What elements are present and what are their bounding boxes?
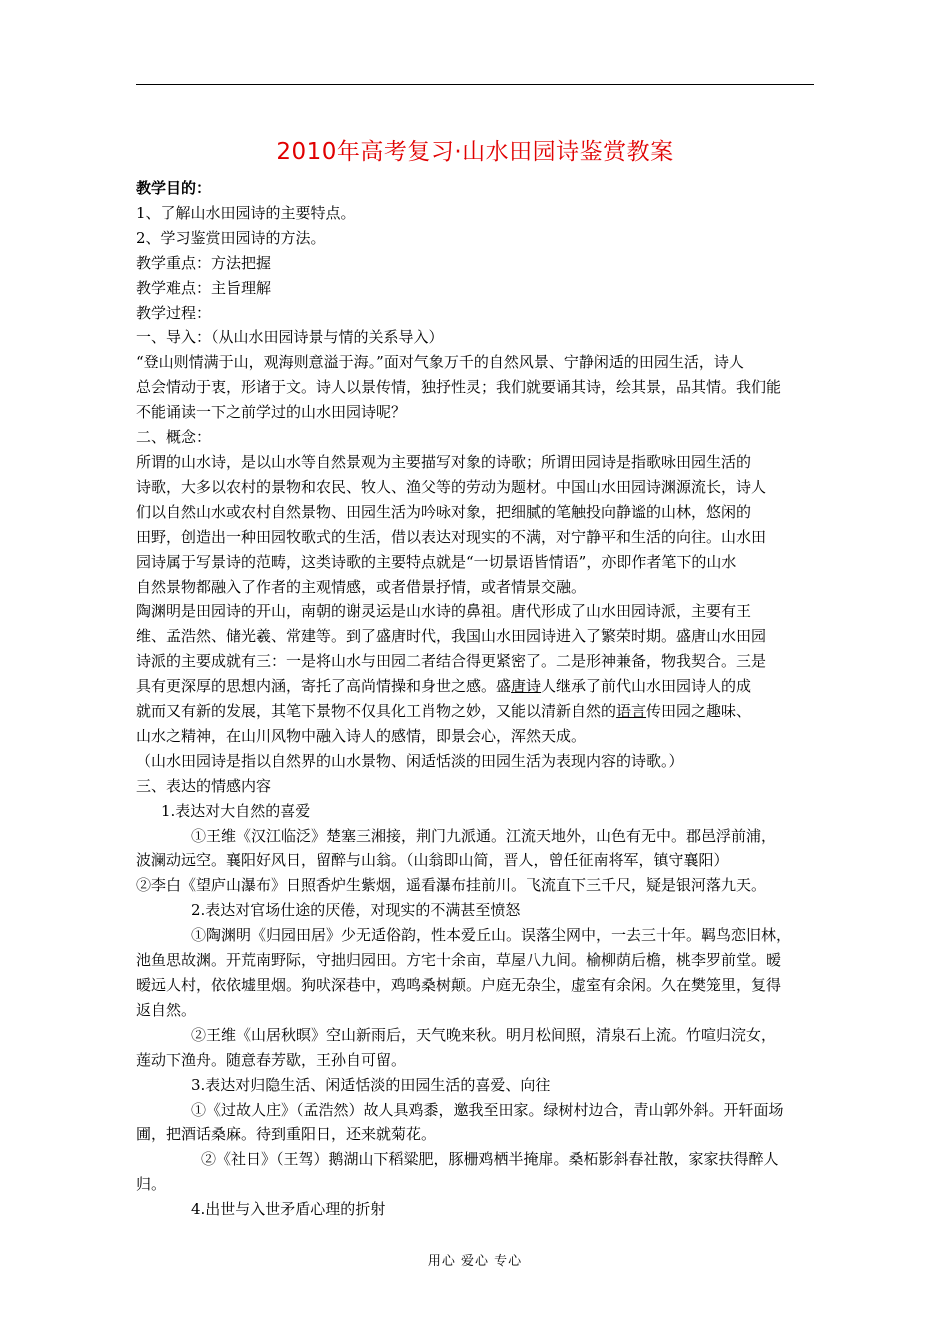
- poem-line: ②《社日》（王驾）鹅湖山下稻粱肥，豚栅鸡栖半掩扉。桑柘影斜春社散，家家扶得醉人: [201, 1150, 779, 1169]
- text-line: 园诗属于写景诗的范畴，这类诗歌的主要特点就是“一切景语皆情语”，亦即作者笔下的山水: [136, 552, 737, 571]
- page-footer: 用心 爱心 专心: [427, 1254, 523, 1269]
- text-line: “登山则情满于山，观海则意溢于海。”面对气象万千的自然风景、宁静闲适的田园生活，诗人: [136, 353, 744, 372]
- poem-line: ①《过故人庄》（孟浩然）故人具鸡黍，邀我至田家。绿树村边合，青山郭外斜。开轩面场: [191, 1100, 784, 1119]
- text-line: 所谓的山水诗，是以山水等自然景观为主要描写对象的诗歌；所谓田园诗是指歌咏田园生活的: [136, 452, 752, 471]
- text-line: 山水之精神，在山川风物中融入诗人的感情，即景会心，浑然天成。: [136, 726, 587, 745]
- poem-line: 莲动下渔舟。随意春芳歇，王孙自可留。: [136, 1050, 407, 1069]
- subheading: 2.表达对官场仕途的厌倦，对现实的不满甚至愤怒: [191, 901, 521, 920]
- text-line: 诗派的主要成就有三：一是将山水与田园二者结合得更紧密了。二是形神兼备，物我契合。三是: [136, 652, 767, 671]
- underlined-term: 语言: [616, 702, 647, 721]
- poem-line: ②王维《山居秋暝》空山新雨后，天气晚来秋。明月松间照，清泉石上流。竹喧归浣女，: [191, 1025, 777, 1044]
- poem-line: 圃，把酒话桑麻。待到重阳日，还来就菊花。: [136, 1125, 437, 1144]
- text-line: 二、概念：: [136, 428, 212, 447]
- text-line: 教学重点：方法把握: [136, 253, 272, 272]
- poem-line: ①王维《汉江临泛》楚塞三湘接，荆门九派通。江流天地外，山色有无中。郡邑浮前浦，: [191, 826, 777, 845]
- poem-line: ②李白《望庐山瀑布》日照香炉生紫烟，遥看瀑布挂前川。飞流直下三千尺，疑是银河落九天。: [136, 876, 767, 895]
- poem-line: 池鱼思故渊。开荒南野际，守拙归园田。方宅十余亩，草屋八九间。榆柳荫后檐，桃李罗前堂。暧: [136, 951, 782, 970]
- header-rule: [136, 84, 814, 85]
- poem-line: ①陶渊明《归园田居》少无适俗韵，性本爱丘山。误落尘网中，一去三十年。羁鸟恋旧林，: [191, 926, 792, 945]
- text-line: 教学过程：: [136, 303, 212, 322]
- underlined-term: 唐诗: [511, 677, 542, 696]
- text-line: 教学难点：主旨理解: [136, 278, 272, 297]
- text-segment: 具有更深厚的思想内涵，寄托了高尚情操和身世之感。盛: [136, 677, 512, 696]
- text-line: 不能诵读一下之前学过的山水田园诗呢？: [136, 403, 407, 422]
- subheading: 1.表达对大自然的喜爱: [161, 801, 311, 820]
- document-title: 2010年高考复习·山水田园诗鉴赏教案: [276, 139, 674, 165]
- text-line: 诗歌，大多以农村的景物和农民、牧人、渔父等的劳动为题材。中国山水田园诗渊源流长，诗人: [136, 477, 767, 496]
- text-line: 自然景物都融入了作者的主观情感，或者借景抒情，或者情景交融。: [136, 577, 587, 596]
- text-line: 一、导入：（从山水田园诗景与情的关系导入）: [136, 328, 444, 347]
- document-body: [136, 176, 818, 1222]
- text-line: 总会情动于衷，形诸于文。诗人以景传情，独抒性灵；我们就要诵其诗，绘其景，品其情。我们能: [136, 378, 782, 397]
- text-line: 2、学习鉴赏田园诗的方法。: [136, 228, 326, 247]
- section-heading: 教学目的：: [136, 179, 212, 197]
- text-line: （山水田园诗是指以自然界的山水景物、闲适恬淡的田园生活为表现内容的诗歌。）: [136, 751, 684, 770]
- text-line: [136, 674, 818, 699]
- text-line: [136, 699, 818, 724]
- subheading: 4.出世与入世矛盾心理的折射: [191, 1200, 386, 1219]
- poem-line: 波澜动远空。襄阳好风日，留醉与山翁。（山翁即山简，晋人，曾任征南将军，镇守襄阳）: [136, 851, 729, 870]
- text-line: 陶渊明是田园诗的开山，南朝的谢灵运是山水诗的鼻祖。唐代形成了山水田园诗派，主要有王: [136, 602, 752, 621]
- subheading: 3.表达对归隐生活、闲适恬淡的田园生活的喜爱、向往: [191, 1075, 551, 1094]
- text-segment: 就而又有新的发展，其笔下景物不仅具化工肖物之妙，又能以清新自然的: [136, 702, 617, 721]
- poem-line: 暧远人村，依依墟里烟。狗吠深巷中，鸡鸣桑树颠。户庭无杂尘，虚室有余闲。久在樊笼里，复得: [136, 976, 782, 994]
- poem-line: 归。: [136, 1175, 167, 1194]
- text-segment: 人继承了前代山水田园诗人的成: [541, 677, 752, 696]
- text-line: 维、孟浩然、储光羲、常建等。到了盛唐时代，我国山水田园诗进入了繁荣时期。盛唐山水田园: [136, 627, 767, 646]
- poem-line: 返自然。: [136, 1000, 197, 1019]
- text-line: 三、表达的情感内容: [136, 776, 272, 795]
- text-segment: 传田园之趣味、: [646, 702, 752, 721]
- text-line: 田野，创造出一种田园牧歌式的生活，借以表达对现实的不满，对宁静平和生活的向往。山水田: [136, 527, 767, 546]
- text-line: 1、了解山水田园诗的主要特点。: [136, 203, 356, 222]
- text-line: 们以自然山水或农村自然景物、田园生活为吟咏对象，把细腻的笔触投向静谧的山林，悠闲的: [136, 502, 752, 521]
